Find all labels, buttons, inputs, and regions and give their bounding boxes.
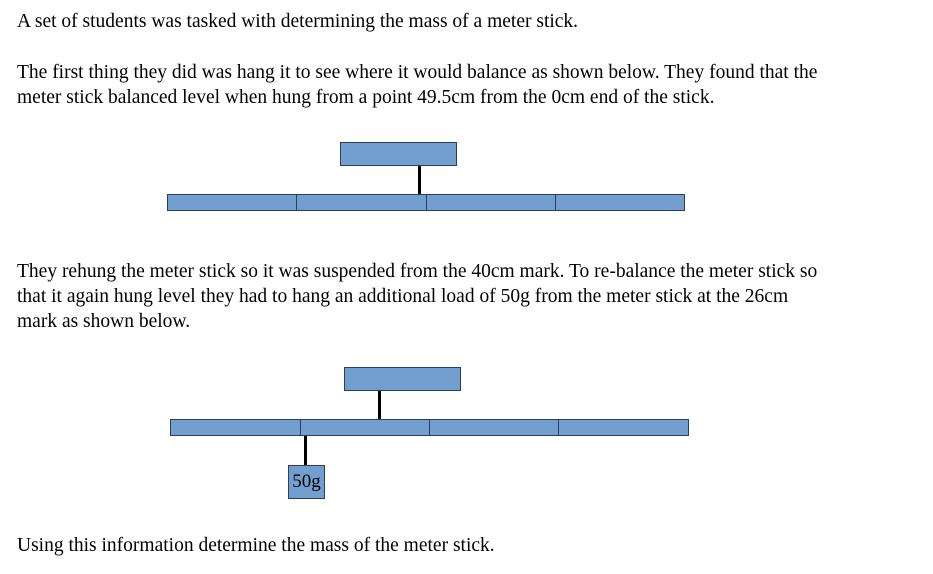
stick-divider [426, 194, 427, 211]
stick-divider [429, 419, 430, 436]
hanging-string [378, 391, 381, 419]
paragraph-1-line-2: meter stick balanced level when hung from a point 49.5cm from the 0cm end of the stick. [17, 87, 715, 108]
hanging-string [418, 166, 421, 194]
paragraph-2-line-3: mark as shown below. [17, 311, 191, 332]
weight-50g [288, 465, 325, 499]
weight-label: 50g [292, 471, 321, 492]
intro-text: A set of students was tasked with determining the mass of a meter stick. [17, 11, 579, 32]
stick-divider [300, 419, 301, 436]
paragraph-2-line-2: that it again hung level they had to hang an additional load of 50g from the meter stick at the 26cm [17, 286, 789, 307]
weight-string [304, 436, 307, 466]
support-block [344, 367, 461, 391]
stick-divider [555, 194, 556, 211]
question-text: Using this information determine the mass of the meter stick. [17, 535, 495, 556]
stick-divider [558, 419, 559, 436]
paragraph-2-line-1: They rehung the meter stick so it was suspended from the 40cm mark. To re-balance the meter stick so [17, 261, 818, 282]
stick-divider [296, 194, 297, 211]
support-block [340, 142, 457, 166]
paragraph-1-line-1: The first thing they did was hang it to see where it would balance as shown below. They found that the [17, 62, 818, 83]
